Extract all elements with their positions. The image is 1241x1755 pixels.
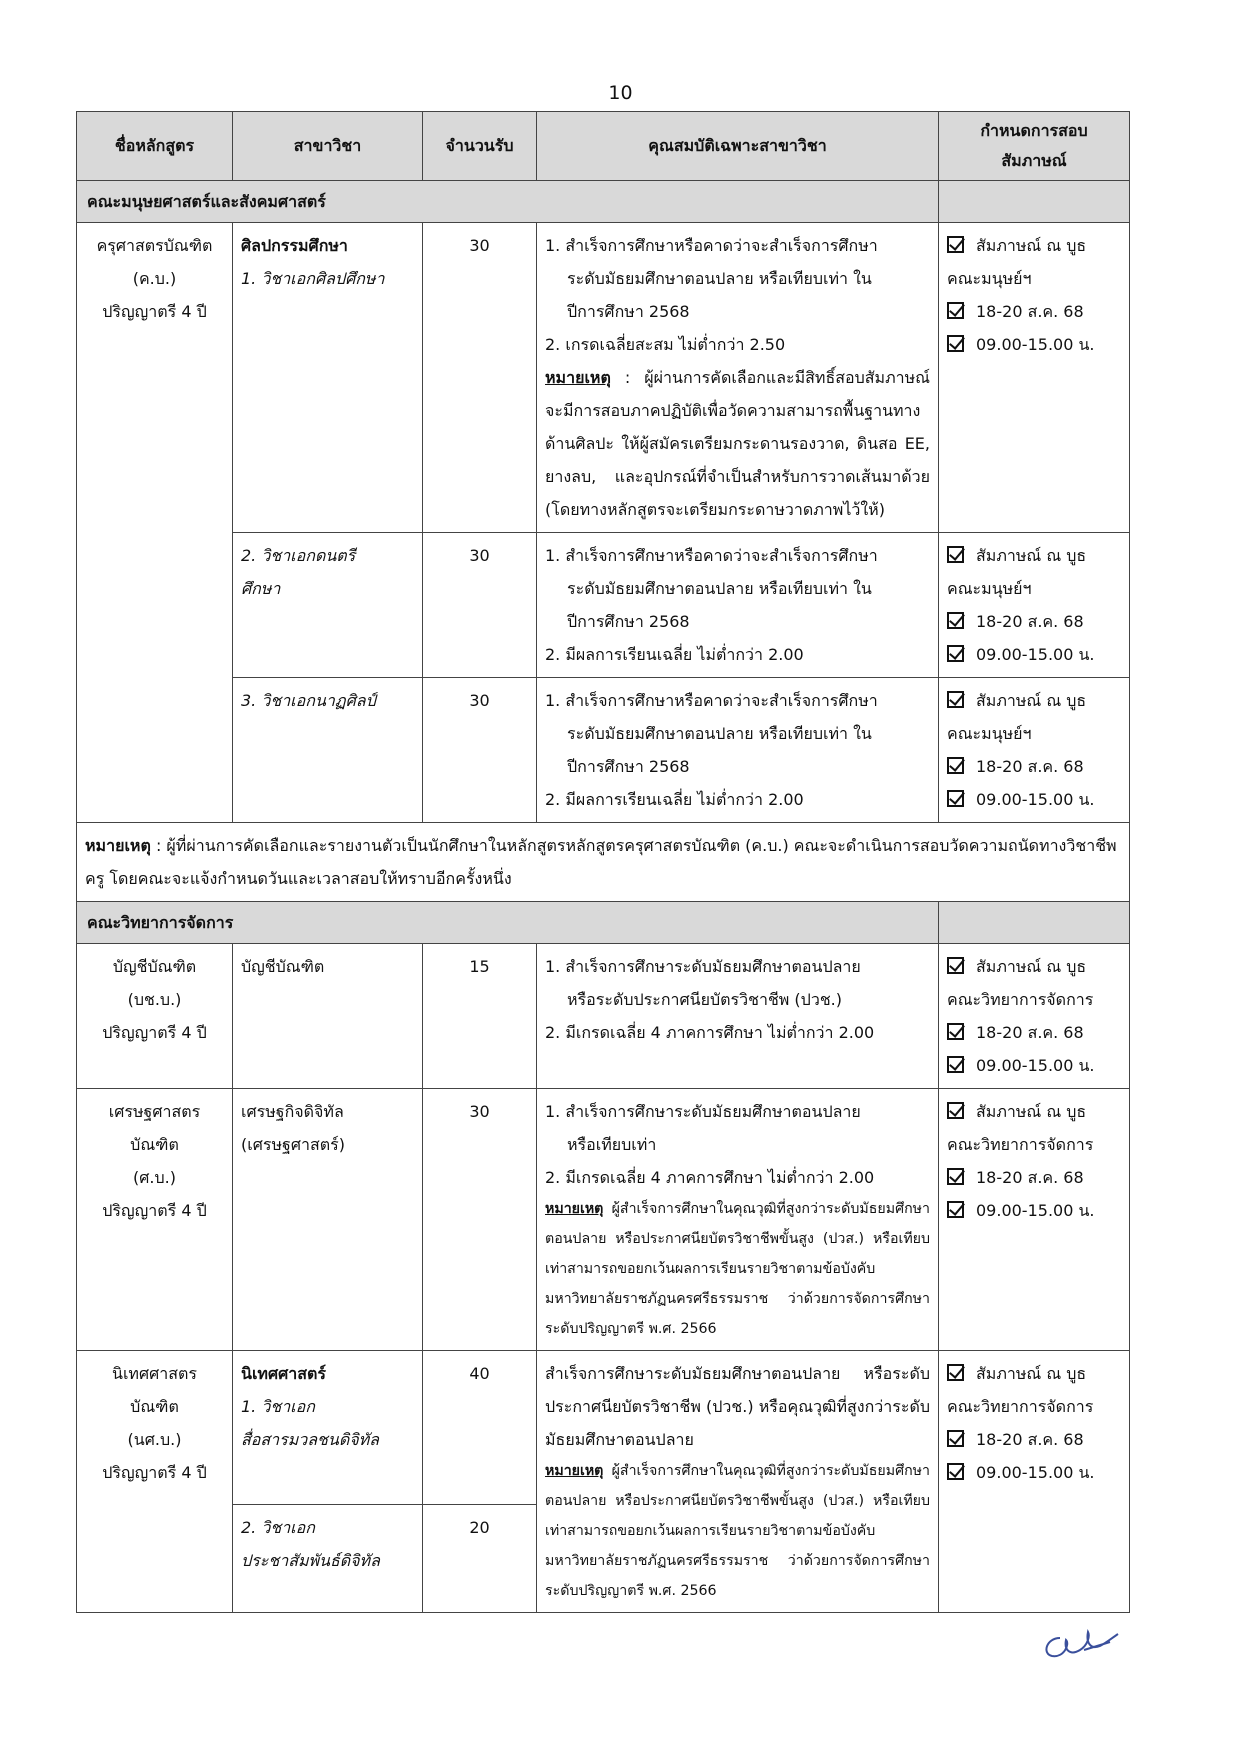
header-qualifications: คุณสมบัติเฉพาะสาขาวิชา xyxy=(537,112,939,181)
signature-icon xyxy=(1040,1620,1120,1665)
qualification-cell: 1. สำเร็จการศึกษาหรือคาดว่าจะสำเร็จการศึกษา ระดับมัธยมศึกษาตอนปลาย หรือเทียบเท่า ใน ปีการศึกษา 2568 2. เกรดเฉลี่ยสะสม ไม่ต่ำกว่า 2.50 หมายเหตุ : ผู้ผ่านการคัดเลือกและมีสิทธิ์สอบสัมภาษณ์จะมีการสอบภาคปฏิบัติเพื่อวัดความสามารถพื้นฐานทางด้านศิลปะ ให้ผู้สมัครเตรียมกระดานรองวาด, ดินสอ EE, ยางลบ, และอุปกรณ์ที่จำเป็นสำหรับการวาดเส้นมาด้วย (โดยทางหลักสูตรจะเตรียมกระดาษวาดภาพไว้ให้) xyxy=(537,223,939,533)
header-interview: กำหนดการสอบ สัมภาษณ์ xyxy=(939,112,1130,181)
table-row xyxy=(77,223,1130,533)
checkbox-icon xyxy=(947,1201,964,1218)
quota-cell: 30 xyxy=(423,223,537,533)
checkbox-icon xyxy=(947,302,964,319)
faculty-note-row xyxy=(77,823,1130,902)
quota-cell: 40 xyxy=(423,1351,537,1505)
program-cell: นิเทศศาสตร บัณฑิต (นศ.บ.) ปริญญาตรี 4 ปี xyxy=(77,1351,233,1613)
admission-table xyxy=(76,111,1130,1613)
major-cell: เศรษฐกิจดิจิทัล (เศรษฐศาสตร์) xyxy=(233,1089,423,1351)
schedule-cell: สัมภาษณ์ ณ บูธ คณะมนุษย์ฯ 18-20 ส.ค. 68 09.00-15.00 น. xyxy=(939,678,1130,823)
schedule-cell: สัมภาษณ์ ณ บูธ คณะวิทยาการจัดการ 18-20 ส.ค. 68 09.00-15.00 น. xyxy=(939,1089,1130,1351)
qualification-cell: 1. สำเร็จการศึกษาหรือคาดว่าจะสำเร็จการศึกษา ระดับมัธยมศึกษาตอนปลาย หรือเทียบเท่า ใน ปีการศึกษา 2568 2. มีผลการเรียนเฉลี่ย ไม่ต่ำกว่า 2.00 xyxy=(537,533,939,678)
quota-cell: 30 xyxy=(423,1089,537,1351)
note: หมายเหตุ ผู้สำเร็จการศึกษาในคุณวุฒิที่สูงกว่าระดับมัธยมศึกษาตอนปลาย หรือประกาศนียบัตรวิชาชีพขั้นสูง (ปวส.) หรือเทียบเท่าสามารถขอยกเว้นผลการเรียนรายวิชาตามข้อบังคับมหาวิทยาลัยราชภัฏนครศรีธรรมราช ว่าด้วยการจัดการศึกษาระดับปริญญาตรี พ.ศ. 2566 xyxy=(545,1201,930,1337)
note: หมายเหตุ : ผู้ผ่านการคัดเลือกและมีสิทธิ์สอบสัมภาษณ์จะมีการสอบภาคปฏิบัติเพื่อวัดความสามารถพื้นฐานทางด้านศิลปะ ให้ผู้สมัครเตรียมกระดานรองวาด, ดินสอ EE, ยางลบ, และอุปกรณ์ที่จำเป็นสำหรับการวาดเส้นมาด้วย (โดยทางหลักสูตรจะเตรียมกระดาษวาดภาพไว้ให้) xyxy=(545,368,930,519)
table-row xyxy=(77,944,1130,1089)
major-cell: ศิลปกรรมศึกษา 1. วิชาเอกศิลปศึกษา xyxy=(233,223,423,533)
checkbox-icon xyxy=(947,957,964,974)
major-cell: บัญชีบัณฑิต xyxy=(233,944,423,1089)
faculty-empty-cell xyxy=(939,181,1130,223)
checkbox-icon xyxy=(947,1430,964,1447)
faculty-row xyxy=(77,902,1130,944)
faculty-row xyxy=(77,181,1130,223)
checkbox-icon xyxy=(947,1023,964,1040)
checkbox-icon xyxy=(947,790,964,807)
quota-cell: 20 xyxy=(423,1504,537,1612)
header-row xyxy=(77,112,1130,181)
program-cell: เศรษฐศาสตร บัณฑิต (ศ.บ.) ปริญญาตรี 4 ปี xyxy=(77,1089,233,1351)
checkbox-icon xyxy=(947,1364,964,1381)
checkbox-icon xyxy=(947,645,964,662)
faculty-name: คณะวิทยาการจัดการ xyxy=(77,902,939,944)
program-cell: บัญชีบัณฑิต (บช.บ.) ปริญญาตรี 4 ปี xyxy=(77,944,233,1089)
header-major: สาขาวิชา xyxy=(233,112,423,181)
checkbox-icon xyxy=(947,1168,964,1185)
page-number: 10 xyxy=(608,82,633,104)
table-row xyxy=(77,1089,1130,1351)
qualification-cell: 1. สำเร็จการศึกษาระดับมัธยมศึกษาตอนปลาย หรือระดับประกาศนียบัตรวิชาชีพ (ปวช.) 2. มีเกรดเฉลี่ย 4 ภาคการศึกษา ไม่ต่ำกว่า 2.00 xyxy=(537,944,939,1089)
major-cell: 2. วิชาเอกดนตรี ศึกษา xyxy=(233,533,423,678)
major-cell: นิเทศศาสตร์ 1. วิชาเอก สื่อสารมวลชนดิจิทัล xyxy=(233,1351,423,1505)
checkbox-icon xyxy=(947,1463,964,1480)
table-row xyxy=(77,1351,1130,1505)
checkbox-icon xyxy=(947,236,964,253)
checkbox-icon xyxy=(947,757,964,774)
program-cell: ครุศาสตรบัณฑิต (ค.บ.) ปริญญาตรี 4 ปี xyxy=(77,223,233,823)
faculty-name: คณะมนุษยศาสตร์และสังคมศาสตร์ xyxy=(77,181,939,223)
faculty-note: หมายเหตุ : ผู้ที่ผ่านการคัดเลือกและรายงานตัวเป็นนักศึกษาในหลักสูตรหลักสูตรครุศาสตรบัณฑิต (ค.บ.) คณะจะดำเนินการสอบวัดความถนัดทางวิชาชีพครู โดยคณะจะแจ้งกำหนดวันและเวลาสอบให้ทราบอีกครั้งหนึ่ง xyxy=(77,823,1130,902)
qualification-cell: สำเร็จการศึกษาระดับมัธยมศึกษาตอนปลาย หรือระดับประกาศนียบัตรวิชาชีพ (ปวช.) หรือคุณวุฒิที่สูงกว่าระดับมัธยมศึกษาตอนปลาย หมายเหตุ ผู้สำเร็จการศึกษาในคุณวุฒิที่สูงกว่าระดับมัธยมศึกษาตอนปลาย หรือประกาศนียบัตรวิชาชีพขั้นสูง (ปวส.) หรือเทียบเท่าสามารถขอยกเว้นผลการเรียนรายวิชาตามข้อบังคับมหาวิทยาลัยราชภัฏนครศรีธรรมราช ว่าด้วยการจัดการศึกษาระดับปริญญาตรี พ.ศ. 2566 xyxy=(537,1351,939,1613)
header-program: ชื่อหลักสูตร xyxy=(77,112,233,181)
checkbox-icon xyxy=(947,335,964,352)
major-cell: 3. วิชาเอกนาฏศิลป์ xyxy=(233,678,423,823)
schedule-cell: สัมภาษณ์ ณ บูธ คณะมนุษย์ฯ 18-20 ส.ค. 68 09.00-15.00 น. xyxy=(939,533,1130,678)
schedule-cell: สัมภาษณ์ ณ บูธ คณะวิทยาการจัดการ 18-20 ส.ค. 68 09.00-15.00 น. xyxy=(939,1351,1130,1613)
checkbox-icon xyxy=(947,1056,964,1073)
qualification-cell: 1. สำเร็จการศึกษาหรือคาดว่าจะสำเร็จการศึกษา ระดับมัธยมศึกษาตอนปลาย หรือเทียบเท่า ใน ปีการศึกษา 2568 2. มีผลการเรียนเฉลี่ย ไม่ต่ำกว่า 2.00 xyxy=(537,678,939,823)
schedule-cell: สัมภาษณ์ ณ บูธ คณะมนุษย์ฯ 18-20 ส.ค. 68 09.00-15.00 น. xyxy=(939,223,1130,533)
schedule-cell: สัมภาษณ์ ณ บูธ คณะวิทยาการจัดการ 18-20 ส.ค. 68 09.00-15.00 น. xyxy=(939,944,1130,1089)
checkbox-icon xyxy=(947,691,964,708)
checkbox-icon xyxy=(947,546,964,563)
table-row xyxy=(77,678,1130,823)
header-quota: จำนวนรับ xyxy=(423,112,537,181)
major-cell: 2. วิชาเอก ประชาสัมพันธ์ดิจิทัล xyxy=(233,1504,423,1612)
checkbox-icon xyxy=(947,1102,964,1119)
qualification-cell: 1. สำเร็จการศึกษาระดับมัธยมศึกษาตอนปลาย หรือเทียบเท่า 2. มีเกรดเฉลี่ย 4 ภาคการศึกษา ไม่ต่ำกว่า 2.00 หมายเหตุ ผู้สำเร็จการศึกษาในคุณวุฒิที่สูงกว่าระดับมัธยมศึกษาตอนปลาย หรือประกาศนียบัตรวิชาชีพขั้นสูง (ปวส.) หรือเทียบเท่าสามารถขอยกเว้นผลการเรียนรายวิชาตามข้อบังคับมหาวิทยาลัยราชภัฏนครศรีธรรมราช ว่าด้วยการจัดการศึกษาระดับปริญญาตรี พ.ศ. 2566 xyxy=(537,1089,939,1351)
quota-cell: 30 xyxy=(423,533,537,678)
faculty-empty-cell xyxy=(939,902,1130,944)
checkbox-icon xyxy=(947,612,964,629)
table-row xyxy=(77,533,1130,678)
quota-cell: 15 xyxy=(423,944,537,1089)
quota-cell: 30 xyxy=(423,678,537,823)
note: หมายเหตุ ผู้สำเร็จการศึกษาในคุณวุฒิที่สูงกว่าระดับมัธยมศึกษาตอนปลาย หรือประกาศนียบัตรวิชาชีพขั้นสูง (ปวส.) หรือเทียบเท่าสามารถขอยกเว้นผลการเรียนรายวิชาตามข้อบังคับมหาวิทยาลัยราชภัฏนครศรีธรรมราช ว่าด้วยการจัดการศึกษาระดับปริญญาตรี พ.ศ. 2566 xyxy=(545,1463,930,1599)
